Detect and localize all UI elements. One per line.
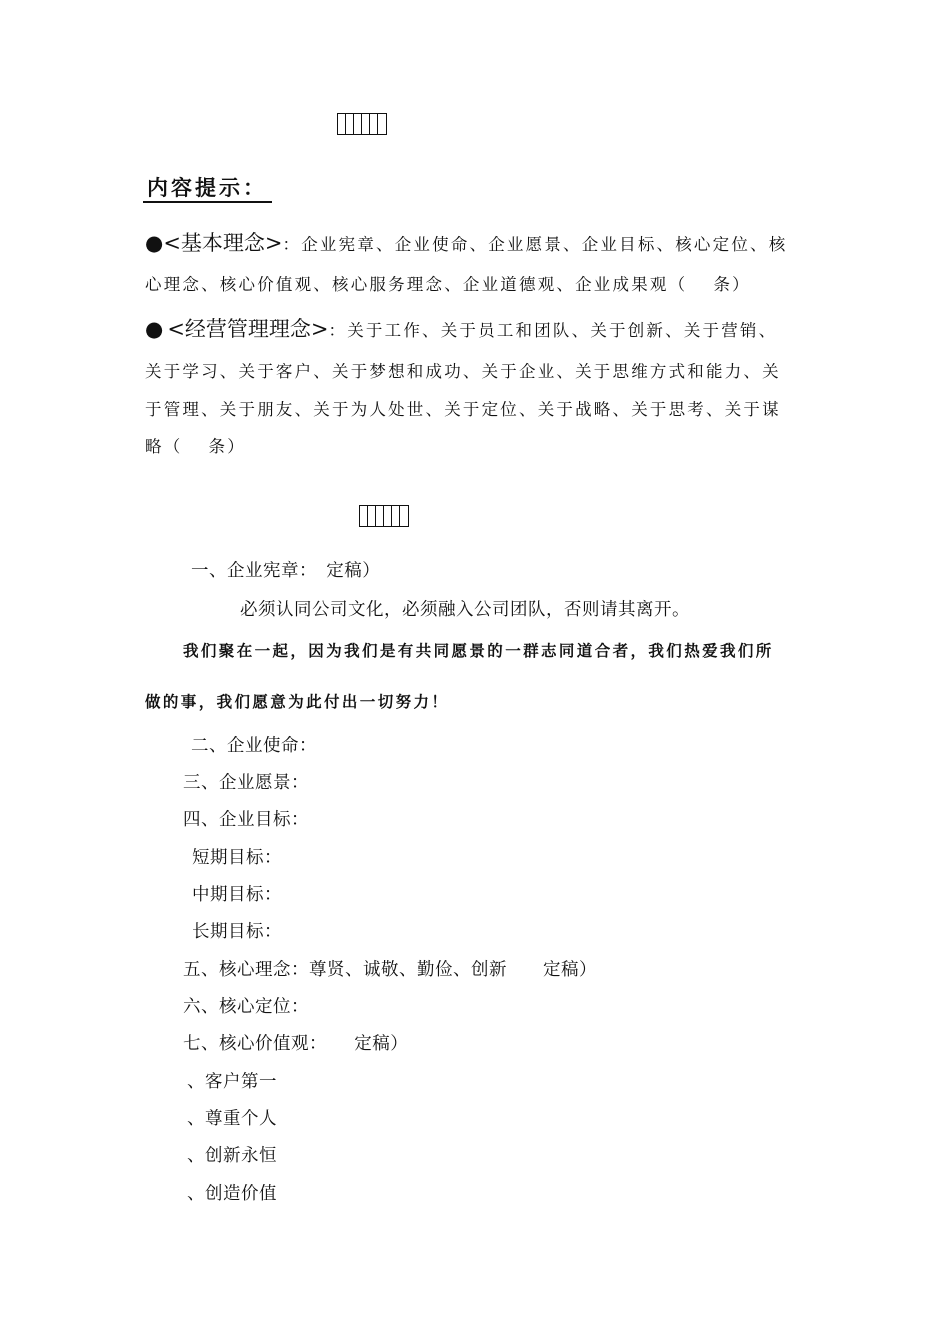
charter-body: 必须认同公司文化，必须融入公司团队，否则请其离开。 <box>240 600 690 620</box>
bullet-icon: ● <box>145 231 164 255</box>
hint-underline <box>143 201 272 203</box>
business-concept-line4: 略（ 条） <box>145 437 246 456</box>
mid-term-goal: 中期目标： <box>192 885 282 905</box>
business-concept-line3: 于管理、关于朋友、关于为人处世、关于定位、关于战略、关于思考、关于谋 <box>145 400 781 419</box>
value-item: 、尊重个人 <box>187 1109 277 1129</box>
content-hint-title: 内容提示： <box>147 175 267 200</box>
value-item: 、客户第一 <box>187 1072 277 1092</box>
goals-heading: 四、企业目标： <box>183 810 309 830</box>
mission-heading: 二、企业使命： <box>191 736 317 756</box>
vision-heading: 三、企业愿景： <box>183 773 309 793</box>
basic-concept-line1 <box>145 227 787 257</box>
value-item: 、创新永恒 <box>187 1146 277 1166</box>
missing-glyph-boxes <box>337 113 387 135</box>
basic-concept-tag: <基本理念> <box>163 231 283 255</box>
business-concept-line2: 关于学习、关于客户、关于梦想和成功、关于企业、关于思维方式和能力、关 <box>145 362 781 381</box>
section-title-placeholder <box>359 505 409 530</box>
business-concept-line1 <box>145 313 777 343</box>
slogan-line1: 我们聚在一起，因为我们是有共同愿景的一群志同道合者，我们热爱我们所 <box>183 641 774 660</box>
basic-concept-items: ：企业宪章、企业使命、企业愿景、企业目标、核心定位、核 <box>282 235 788 254</box>
business-concept-tag: <经营管理理念> <box>167 317 329 341</box>
short-term-goal: 短期目标： <box>192 848 282 868</box>
value-item: 、创造价值 <box>187 1184 277 1204</box>
missing-glyph-boxes <box>359 505 409 527</box>
core-position-heading: 六、核心定位： <box>183 997 309 1017</box>
long-term-goal: 长期目标： <box>192 922 282 942</box>
charter-heading: 一、企业宪章： 定稿） <box>191 561 381 581</box>
document-title-placeholder <box>337 113 387 138</box>
business-concept-items: ：关于工作、关于员工和团队、关于创新、关于营销、 <box>328 321 778 340</box>
basic-concept-line2: 心理念、核心价值观、核心服务理念、企业道德观、企业成果观（ 条） <box>145 275 751 294</box>
slogan-line2: 做的事，我们愿意为此付出一切努力！ <box>145 692 450 711</box>
core-values-heading: 七、核心价值观： 定稿） <box>183 1034 409 1054</box>
bullet-icon: ● <box>145 317 164 341</box>
core-concept-heading: 五、核心理念：尊贤、诚敬、勤俭、创新 定稿） <box>183 960 597 980</box>
